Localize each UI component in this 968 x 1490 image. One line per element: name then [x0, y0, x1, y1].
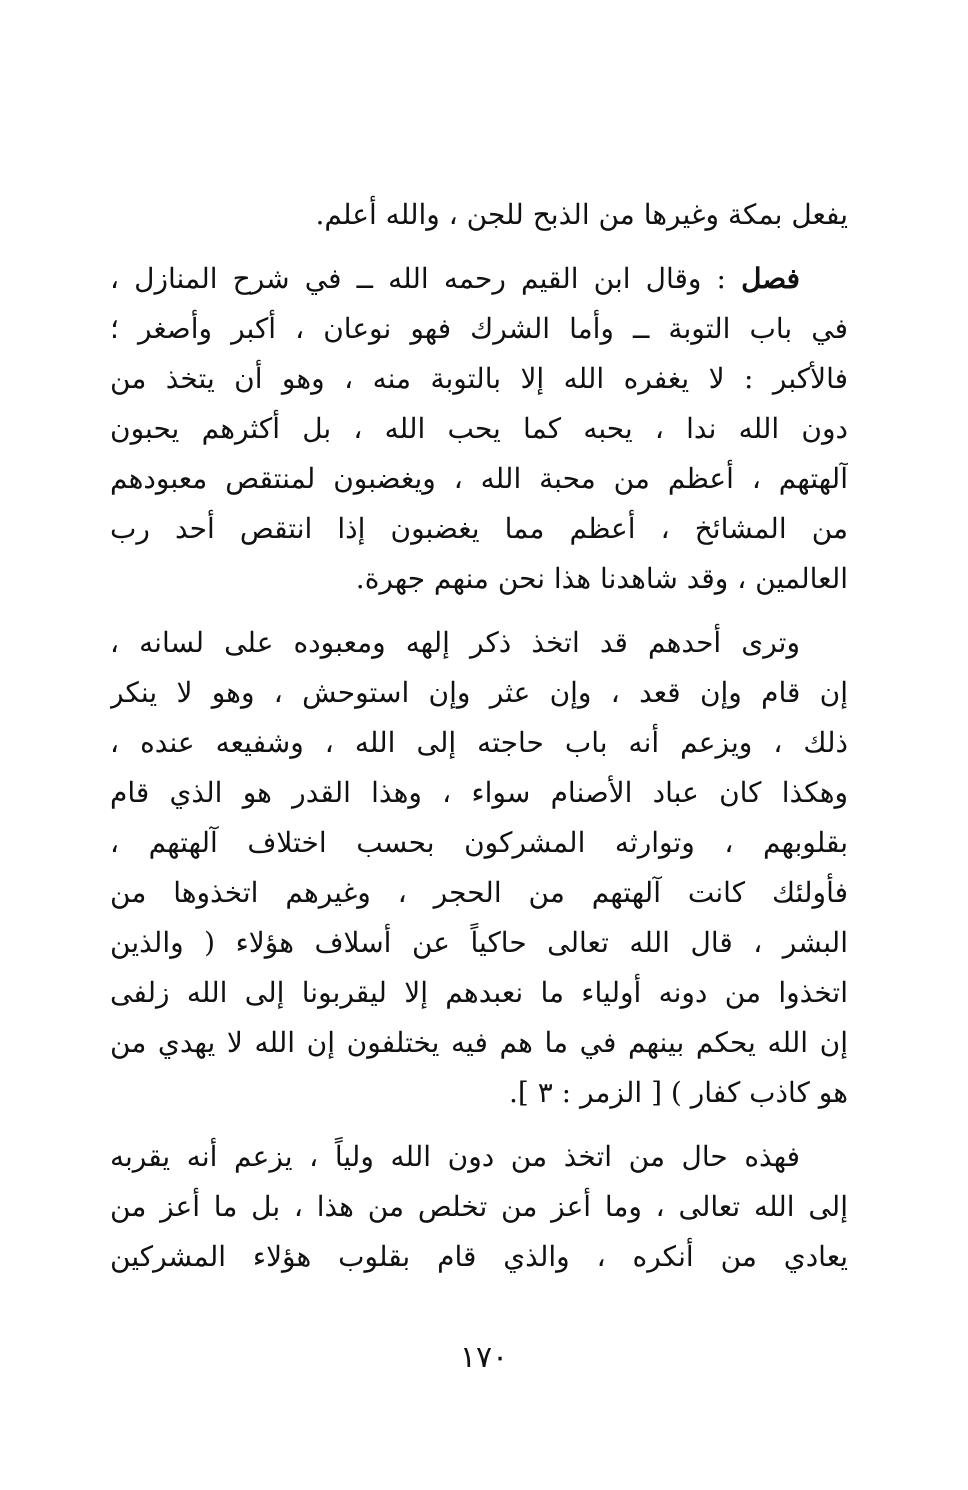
page-body: [110, 190, 848, 1282]
text-line: [110, 254, 848, 304]
section-heading: فصل: [741, 262, 800, 295]
text-line: في باب التوبة ــ وأما الشرك فهو نوعان ، أكبر وأصغر ؛: [110, 312, 848, 345]
text-line: البشر ، قال الله تعالى حاكياً عن أسلاف هؤلاء ( والذين: [110, 926, 848, 959]
text-line: هو كاذب كفار ) [ الزمر : ٣ ].: [508, 1076, 848, 1109]
text-line: إلى الله تعالى ، وما أعز من تخلص من هذا ، بل ما أعز من: [110, 1190, 848, 1223]
text-line: من المشائخ ، أعظم مما يغضبون إذا انتقص أحد رب: [110, 512, 848, 545]
text-line: بقلوبهم ، وتوارثه المشركون بحسب اختلاف آلهتهم ،: [110, 826, 848, 859]
text-line: وترى أحدهم قد اتخذ ذكر إلهه ومعبوده على لسانه ،: [110, 626, 800, 659]
text-line: ذلك ، ويزعم أنه باب حاجته إلى الله ، وشفيعه عنده ،: [110, 726, 848, 759]
text-line-rest: : وقال ابن القيم رحمه الله ــ في شرح المنازل ،: [110, 262, 726, 295]
text-line: وهكذا كان عباد الأصنام سواء ، وهذا القدر هو الذي قام: [110, 776, 848, 809]
text-line: إن قام وإن قعد ، وإن عثر وإن استوحش ، وهو لا ينكر: [110, 676, 848, 709]
page-number: ١٧٠: [459, 1340, 509, 1375]
text-line: فأولئك كانت آلهتهم من الحجر ، وغيرهم اتخذوها من: [110, 876, 848, 909]
text-line: اتخذوا من دونه أولياء ما نعبدهم إلا ليقربونا إلى الله زلفى: [110, 976, 848, 1009]
text-line: إن الله يحكم بينهم في ما هم فيه يختلفون إن الله لا يهدي من: [110, 1026, 848, 1059]
text-line: فهذه حال من اتخذ من دون الله ولياً ، يزعم أنه يقربه: [110, 1140, 800, 1173]
paragraph-3: [110, 618, 848, 1118]
text-line: يعادي من أنكره ، والذي قام بقلوب هؤلاء المشركين: [110, 1240, 848, 1273]
text-line: آلهتهم ، أعظم من محبة الله ، ويغضبون لمنتقص معبودهم: [110, 462, 848, 495]
text-line: دون الله ندا ، يحبه كما يحب الله ، بل أكثرهم يحبون: [110, 412, 848, 445]
paragraph-2: [110, 254, 848, 604]
text-line: يفعل بمكة وغيرها من الذبح للجن ، والله أعلم.: [315, 198, 848, 231]
paragraph-1: [110, 190, 848, 240]
text-line: العالمين ، وقد شاهدنا هذا نحن منهم جهرة.: [355, 562, 848, 595]
paragraph-4: [110, 1132, 848, 1282]
text-line: فالأكبر : لا يغفره الله إلا بالتوبة منه ، وهو أن يتخذ من: [110, 362, 848, 395]
